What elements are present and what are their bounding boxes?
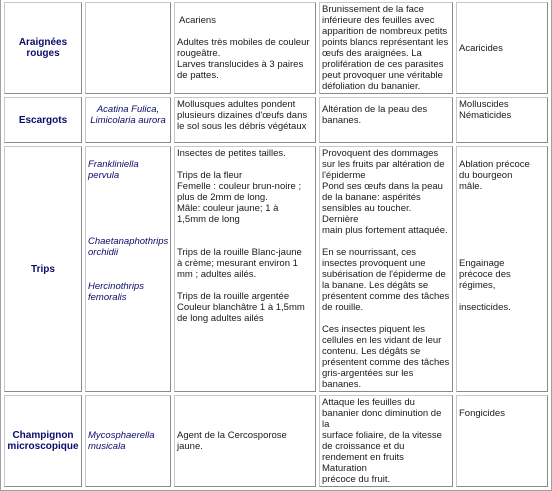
damage-cell bbox=[319, 395, 453, 487]
damage-text: l'épiderme bbox=[322, 170, 366, 181]
species-name: femoralis bbox=[88, 292, 127, 303]
damage-text: insectes provoquent une bbox=[322, 258, 426, 269]
damage-cell bbox=[319, 2, 453, 94]
description-text: de long adultes ailés bbox=[177, 313, 264, 324]
damage-text: inférieure des feuilles avec bbox=[322, 15, 435, 26]
species-name: Hercinothrips bbox=[88, 281, 144, 292]
damage-text: de la banane: aspérités bbox=[322, 192, 421, 203]
damage-text: Pond ses œufs dans la peau bbox=[322, 181, 443, 192]
description-text: Insectes de petites tailles. bbox=[177, 148, 286, 159]
damage-cell bbox=[319, 146, 453, 392]
damage-text: En se nourrissant, ces bbox=[322, 247, 416, 258]
treatment-text: Fongicides bbox=[459, 408, 505, 419]
pest-name: rouges bbox=[26, 48, 60, 59]
damage-text: présentent comme des tâches bbox=[322, 291, 450, 302]
damage-text: peut provoquer une véritable bbox=[322, 70, 443, 81]
description-text: Adultes très mobiles de couleur bbox=[177, 37, 310, 48]
pest-name: Escargots bbox=[18, 114, 68, 126]
damage-text: sur les fruits par altération de bbox=[322, 159, 445, 170]
damage-text: rendement en fruits Maturation bbox=[322, 452, 404, 474]
description-text: le sol sous les débris végétaux bbox=[177, 121, 307, 132]
species-name: musicala bbox=[88, 441, 126, 452]
treatment-text: Nématicides bbox=[459, 110, 512, 121]
species-name: pervula bbox=[88, 170, 120, 181]
pest-name-cell bbox=[4, 2, 82, 94]
damage-text: bananes. bbox=[322, 115, 362, 126]
description-text: Acariens bbox=[179, 15, 216, 26]
description-text: rougeâtre. bbox=[177, 48, 221, 59]
damage-text: de croissance et du bbox=[322, 441, 405, 452]
damage-text: cellules en les vidant de leur bbox=[322, 335, 442, 346]
damage-text: Ces insectes piquent les bbox=[322, 324, 425, 335]
description-cell bbox=[174, 2, 316, 94]
description-text: Larves translucides à 3 paires bbox=[177, 59, 304, 70]
pest-name-cell bbox=[4, 395, 82, 487]
treatment-text: régimes, bbox=[459, 280, 496, 291]
species-name: Limicolaria aurora bbox=[90, 115, 166, 126]
species-name: Acatina Fulica, bbox=[96, 104, 160, 115]
damage-text: Brunissement de la face bbox=[322, 4, 424, 15]
description-text: Trips de la fleur bbox=[177, 170, 243, 181]
description-text: Trips de la rouille Blanc-jaune bbox=[177, 247, 302, 258]
treatment-text: précoce des bbox=[459, 269, 511, 280]
description-cell bbox=[174, 97, 316, 143]
species-name: Frankliniella bbox=[88, 159, 139, 170]
description-text: 1,5mm de long bbox=[177, 214, 240, 225]
description-text: plus de 2mm de long. bbox=[177, 192, 268, 203]
treatment-text: du bourgeon bbox=[459, 170, 513, 181]
damage-text: contenu. Les dégâts se bbox=[322, 346, 421, 357]
pest-name: Trips bbox=[31, 263, 55, 275]
damage-text: points blancs représentant les bbox=[322, 37, 449, 48]
description-cell bbox=[174, 395, 316, 487]
damage-text: subérisation de l'épiderme de bbox=[322, 269, 446, 280]
description-text: à crème; mesurant environ 1 bbox=[177, 258, 298, 269]
damage-text: Provoquent des dommages bbox=[322, 148, 439, 159]
description-text: Mollusques adultes pondent bbox=[177, 99, 296, 110]
description-text: de pattes. bbox=[177, 70, 219, 81]
treatment-text: Molluscides bbox=[459, 99, 509, 110]
table-row bbox=[4, 395, 548, 487]
description-text: Couleur blanchâtre 1 à 1,5mm bbox=[177, 302, 305, 313]
damage-text: bananier donc diminution de la bbox=[322, 408, 442, 430]
damage-text: prolifération de ces parasites bbox=[322, 59, 444, 70]
treatment-cell bbox=[456, 395, 548, 487]
species-name: Chaetanaphothrips bbox=[88, 236, 169, 247]
table-row bbox=[4, 2, 548, 94]
species-cell bbox=[85, 395, 171, 487]
damage-text: défoliation du bananier. bbox=[322, 81, 421, 92]
description-text: mm ; adultes ailés. bbox=[177, 269, 257, 280]
damage-text: gris-argentées sur les bbox=[322, 368, 414, 379]
species-cell bbox=[85, 146, 171, 392]
damage-text: surface foliaire, de la vitesse bbox=[322, 430, 442, 441]
pest-name-cell bbox=[4, 97, 82, 143]
pest-name-cell bbox=[4, 146, 82, 392]
table-row bbox=[4, 97, 548, 143]
species-name: Mycosphaerella bbox=[88, 430, 155, 441]
pest-name: Araignées bbox=[18, 37, 68, 48]
treatment-cell bbox=[456, 146, 548, 392]
treatment-cell bbox=[456, 97, 548, 143]
treatment-text: Ablation précoce bbox=[459, 159, 530, 170]
description-text: jaune. bbox=[177, 441, 203, 452]
description-text: Mâle: couleur jaune; 1 à bbox=[177, 203, 279, 214]
pest-name: Champignon bbox=[12, 430, 74, 441]
description-text: Trips de la rouille argentée bbox=[177, 291, 290, 302]
description-cell bbox=[174, 146, 316, 392]
species-name: orchidii bbox=[88, 247, 119, 258]
treatment-cell bbox=[456, 2, 548, 94]
description-text: Femelle : couleur brun-noire ; bbox=[177, 181, 302, 192]
treatment-text: Acaricides bbox=[459, 42, 503, 54]
damage-text: Attaque les feuilles du bbox=[322, 397, 415, 408]
pest-name: microscopique bbox=[7, 441, 79, 452]
table-row bbox=[4, 146, 548, 392]
damage-text: œufs des araignées. La bbox=[322, 48, 422, 59]
damage-text: de rouille. bbox=[322, 302, 364, 313]
treatment-text: Engainage bbox=[459, 258, 505, 269]
damage-text: sensibles au toucher. Dernière bbox=[322, 203, 412, 225]
species-cell bbox=[85, 97, 171, 143]
damage-text: Altération de la peau des bbox=[322, 104, 428, 115]
species-cell bbox=[85, 2, 171, 94]
description-text: plusieurs dizaines d'œufs dans bbox=[177, 110, 308, 121]
description-text: Agent de la Cercosporose bbox=[177, 430, 287, 441]
damage-text: bananes. bbox=[322, 379, 362, 390]
damage-text: précoce du fruit. bbox=[322, 474, 391, 485]
damage-text: apparition de nombreux petits bbox=[322, 26, 448, 37]
damage-text: présentent comme des tâches bbox=[322, 357, 450, 368]
damage-cell bbox=[319, 97, 453, 143]
treatment-text: mâle. bbox=[459, 181, 483, 192]
treatment-text: insecticides. bbox=[459, 302, 511, 313]
damage-text: main plus fortement attaquée. bbox=[322, 225, 448, 236]
damage-text: la banane. Les dégâts se bbox=[322, 280, 429, 291]
